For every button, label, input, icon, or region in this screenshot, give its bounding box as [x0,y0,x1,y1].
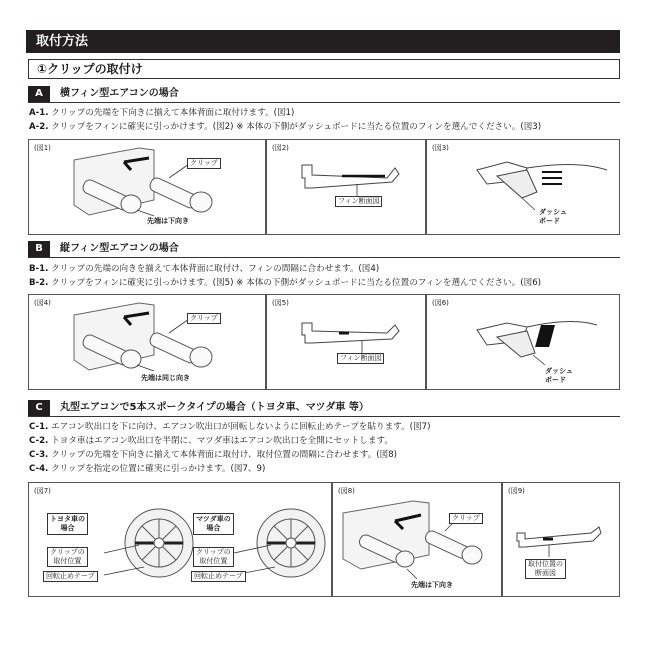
fin-section-illustration [267,140,427,236]
tape-label: 回転止めテープ [43,571,98,582]
figure-number: (図1) [34,144,51,152]
instruction-line: A-1. クリップの先端を下向きに揃えて本体背面に取付けます。(図1) [29,108,295,118]
instruction-line: C-4. クリップを指定の位置に確実に引っかけます。(図7、9) [29,464,266,474]
figure-8 [332,482,502,597]
tape-label: 回転止めテープ [191,571,246,582]
instruction-line: C-1. エアコン吹出口を下に向け、エアコン吹出口が回転しないように回転止めテープを貼ります。(図7) [29,422,431,432]
figure-number: (図5) [272,299,289,307]
section-title: 丸型エアコンで5本スポークタイプの場合（トヨタ車、マツダ車 等） [60,402,369,413]
instruction-line: C-3. クリップの先端を下向きに揃えて本体背面に取付け、取付位置の間隔に合わせます。(図8) [29,450,398,460]
section-subtitle: ①クリップの取付け [28,59,620,79]
fin-section-label: フィン断面図 [337,353,384,364]
section-a-header [28,86,620,103]
section-title: 縦フィン型エアコンの場合 [60,243,179,254]
dashboard-illustration [427,140,621,236]
figure-2 [266,139,426,235]
section-b-header [28,241,620,258]
mazda-label: マツダ車の 場合 [193,513,234,535]
tip-direction-label: 先端は下向き [411,581,453,589]
clip-label: クリップ [449,513,483,524]
clip-label: クリップ [187,313,221,324]
tip-direction-label: 先端は下向き [147,217,189,225]
figure-number: (図4) [34,299,51,307]
section-letter: C [28,400,50,416]
figure-4 [28,294,266,390]
figure-number: (図9) [508,487,525,495]
dashboard-label: ダッシュ ボード [545,367,573,384]
clip-position-label: クリップの 取付位置 [47,547,88,567]
instruction-line: A-2. クリップをフィンに確実に引っかけます。(図2) ※ 本体の下側がダッシュボードに当たる位置のフィンを選んでください。(図3) [29,122,542,132]
figure-6 [426,294,620,390]
figure-number: (図8) [338,487,355,495]
clip-position-label: クリップの 取付位置 [193,547,234,567]
section-title: 横フィン型エアコンの場合 [60,88,179,99]
section-letter: A [28,86,50,102]
mount-section-label: 取付位置の 断面図 [525,559,566,579]
dashboard-label: ダッシュ ボード [539,208,567,225]
tip-direction-label: 先端は同じ向き [141,374,190,382]
clip-label: クリップ [187,158,221,169]
figure-number: (図3) [432,144,449,152]
figure-7 [28,482,332,597]
section-c-header [28,400,620,417]
figure-number: (図2) [272,144,289,152]
figure-3 [426,139,620,235]
section-letter: B [28,241,50,257]
figure-number: (図6) [432,299,449,307]
mount-section-illustration [503,483,621,598]
fin-section-label: フィン断面図 [335,196,382,207]
instruction-line: B-2. クリップをフィンに確実に引っかけます。(図5) ※ 本体の下側がダッシュボードに当たる位置のフィンを選んでください。(図6) [29,278,542,288]
figure-1 [28,139,266,235]
figure-number: (図7) [34,487,51,495]
instruction-line: C-2. トヨタ車はエアコン吹出口を半閉に、マツダ車はエアコン吹出口を全開にセットします。 [29,436,393,446]
instruction-line: B-1. クリップの先端の向きを揃えて本体背面に取付け、フィンの間隔に合わせます。(図4) [29,264,380,274]
fin-section-illustration [267,295,427,391]
dashboard-illustration [427,295,621,391]
figure-5 [266,294,426,390]
figure-9 [502,482,620,597]
toyota-label: トヨタ車の 場合 [47,513,88,535]
page-title: 取付方法 [26,30,620,53]
